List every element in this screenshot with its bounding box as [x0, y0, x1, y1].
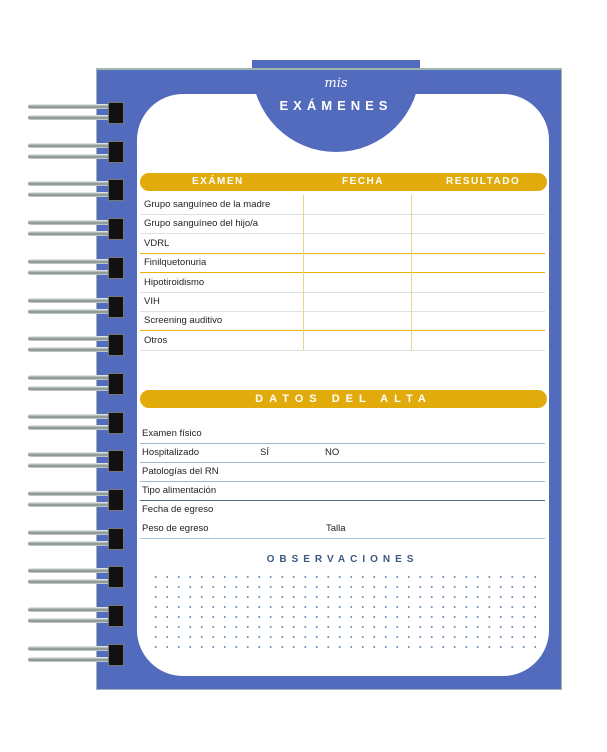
field-pathologies[interactable]	[140, 462, 545, 482]
column-divider	[411, 195, 412, 350]
spiral-ring	[28, 298, 118, 318]
exams-table-header	[140, 173, 547, 191]
field-label: Peso de egreso	[142, 523, 209, 534]
page-title: EXÁMENES	[279, 98, 393, 113]
spiral-ring	[28, 530, 118, 550]
table-row[interactable]	[140, 273, 545, 293]
spiral-ring	[28, 491, 118, 511]
spiral-ring	[28, 104, 118, 124]
col-result: RESULTADO	[446, 176, 521, 187]
discharge-header	[140, 390, 547, 408]
spiral-ring	[28, 568, 118, 588]
table-row[interactable]	[140, 331, 545, 351]
exam-name: Screening auditivo	[144, 315, 223, 327]
field-label: Hospitalizado	[142, 447, 200, 458]
observations-title: OBSERVACIONES	[266, 554, 419, 565]
observations-dot-grid[interactable]	[150, 572, 542, 652]
spiral-ring	[28, 220, 118, 240]
field-label: Patologías del RN	[142, 466, 219, 477]
exam-name: Hipotiroidismo	[144, 276, 205, 288]
field-label: Fecha de egreso	[142, 504, 214, 515]
spiral-ring	[28, 607, 118, 627]
spiral-ring	[28, 375, 118, 395]
field-discharge-date[interactable]	[140, 500, 545, 519]
field-exam[interactable]	[140, 424, 545, 444]
table-row[interactable]	[140, 253, 545, 273]
spiral-ring	[28, 336, 118, 356]
field-feeding[interactable]	[140, 481, 545, 501]
spiral-ring	[28, 414, 118, 434]
table-row[interactable]	[140, 195, 545, 215]
table-row[interactable]	[140, 234, 545, 254]
table-row[interactable]	[140, 311, 545, 331]
option-no[interactable]: NO	[325, 447, 340, 458]
table-row[interactable]	[140, 214, 545, 234]
exam-name: Finilquetonuria	[144, 257, 207, 269]
spiral-ring	[28, 646, 118, 666]
column-divider	[303, 195, 304, 350]
exam-name: VDRL	[144, 237, 170, 249]
exam-name: Otros	[144, 334, 168, 346]
spiral-ring	[28, 452, 118, 472]
exam-name: Grupo sanguíneo del hijo/a	[144, 218, 259, 230]
spiral-ring	[28, 259, 118, 279]
field-discharge-weight[interactable]	[140, 519, 545, 539]
field-label: Examen físico	[142, 428, 202, 439]
field-label: Tipo alimentación	[142, 485, 217, 496]
cover-edge	[96, 68, 562, 70]
field-hospitalized	[140, 443, 545, 463]
header-script: mis	[324, 76, 348, 91]
spiral-ring	[28, 181, 118, 201]
exam-name: Grupo sanguíneo de la madre	[144, 199, 271, 210]
field-label-height: Talla	[326, 523, 346, 534]
option-yes[interactable]: SÍ	[260, 447, 269, 458]
spiral-ring	[28, 143, 118, 163]
col-exam: EXÁMEN	[192, 176, 244, 187]
col-date: FECHA	[342, 176, 384, 187]
discharge-title: DATOS DEL ALTA	[255, 393, 432, 405]
table-row[interactable]	[140, 292, 545, 312]
exam-name: VIH	[144, 296, 160, 307]
